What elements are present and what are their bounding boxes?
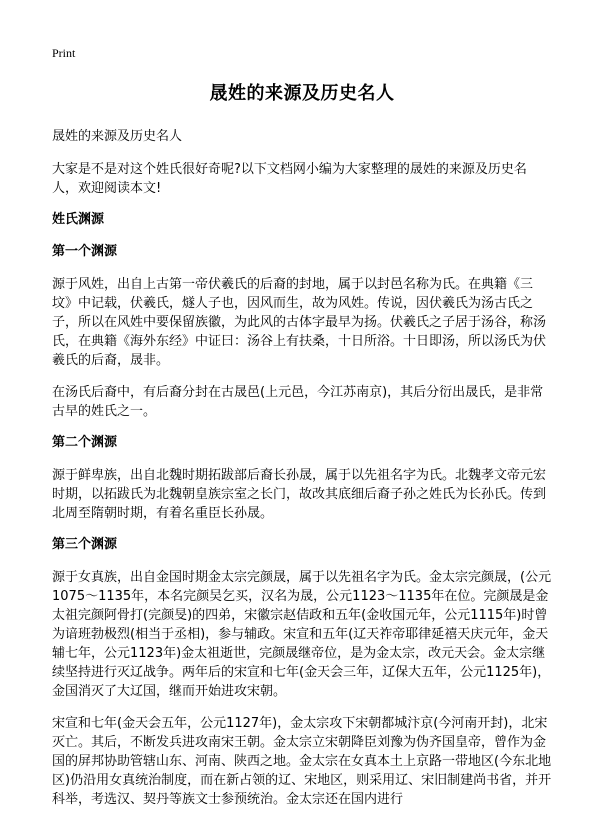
section-1-heading: 第一个渊源 xyxy=(52,244,118,259)
page-title: 晟姓的来源及历史名人 xyxy=(209,83,395,104)
intro-paragraph: 大家是不是对这个姓氏很好奇呢?以下文档网小编为大家整理的晟姓的来源及历史名人，欢迎阅读本文! xyxy=(52,162,527,196)
section-origin-heading: 姓氏渊源 xyxy=(52,212,105,227)
section-3-paragraph-2: 宋宣和七年(金天会五年，公元1127年)，金太宗攻下宋朝都城汴京(今河南开封)，北宋灭亡。其后，不断发兵进攻南宋王朝。金太宗立宋朝降臣刘豫为伪齐国皇帝，曾作为金国的屏邦协助管辖山东、河南、陕西之地。金太宗在女真本土上京路一带地区(今东北地区)仍沿用女真统治制度，而在新占领的辽、宋地区，则采用辽、宋旧制建尚书省，并开科举，考选汉、契丹等族文士参预统治。金太宗还在国内进行 xyxy=(52,716,552,807)
section-2-paragraph-1: 源于鲜卑族，出自北魏时期拓跋部后裔长孙晟，属于以先祖名字为氏。北魏孝文帝元宏时期，以拓跋氏为北魏朝皇族宗室之长门，故改其底细后裔子孙之姓氏为长孙氏。传到北周至隋朝时期，有着名重臣长孙晟。 xyxy=(52,468,547,521)
document-page xyxy=(52,46,552,809)
section-3-heading: 第三个渊源 xyxy=(52,537,118,552)
section-2-heading: 第二个渊源 xyxy=(52,435,118,450)
section-3-paragraph-1: 源于女真族，出自金国时期金太宗完颜晟，属于以先祖名字为氏。金太宗完颜晟，(公元1075～1135年，本名完颜吴乞买，汉名为晟，公元1123～1135年在位。完颜晟是金太祖完颜阿骨打(完颜旻)的四弟，宋徽宗赵佶政和五年(金收国元年，公元1115年)时曾为谙班勃极烈(相当于丞相)，参与辅政。宋宣和五年(辽天祚帝耶律延禧天庆元年，金天辅七年，公元1123年)金太祖逝世，完颜晟继帝位，是为金太宗，改元天会。金太宗继续坚持进行灭辽战争。两年后的宋宣和七年(金天会三年，辽保大五年，公元1125年)，金国消灭了大辽国，继而开始进攻宋朝。 xyxy=(52,570,552,699)
section-1-paragraph-2: 在汤氏后裔中，有后裔分封在古晟邑(上元邑，今江苏南京)，其后分衍出晟氏，是非常古早的姓氏之一。 xyxy=(52,385,544,419)
document-subtitle: 晟姓的来源及历史名人 xyxy=(52,129,183,144)
section-1-paragraph-1: 源于风姓，出自上古第一帝伏羲氏的后裔的封地，属于以封邑名称为氏。在典籍《三坟》中记载，伏羲氏，燧人子也，因风而生，故为风姓。传说，因伏羲氏为汤古氏之子，所以在风姓中要保留族徽，为此风的古体字最早为扬。伏羲氏之子居于汤谷，称汤氏，在典籍《海外东经》中证曰：汤谷上有扶桑，十日所浴。十日即汤，所以汤氏为伏羲氏的后裔，晟非。 xyxy=(52,277,547,368)
print-link[interactable]: Print xyxy=(52,46,76,60)
